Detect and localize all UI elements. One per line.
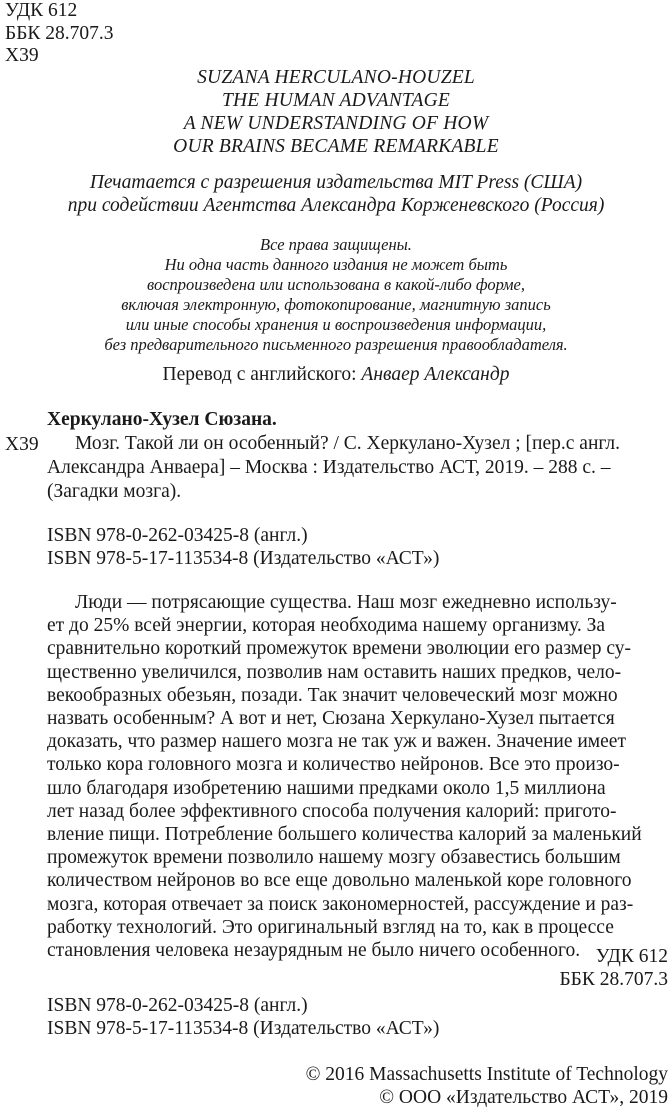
isbn-original: ISBN 978-0-262-03425-8 (англ.) <box>47 525 308 546</box>
rights-line: Все права защищены. <box>260 235 412 254</box>
abstract-line: промежуток времени позволило нашему мозгу обзавестись большим <box>47 847 621 869</box>
abstract-line: вление пищи. Потребление большего количества калорий за маленький <box>47 824 642 846</box>
abstract-line: становления человека незаурядным не было ничего особенного. <box>47 940 581 962</box>
original-subtitle-line-2: OUR BRAINS BECAME REMARKABLE <box>173 136 499 157</box>
bibliography-line: Александра Анваера] – Москва : Издательство АСТ, 2019. – 288 с. – <box>47 457 611 478</box>
abstract-line: щественно увеличился, позволив нам оставить наших предков, чело- <box>47 661 622 683</box>
permission-line-2: при содействии Агентства Александра Корженевского (Россия) <box>67 195 605 216</box>
abstract-line: только кора головного мозга и количество нейронов. Все это произо- <box>47 754 620 776</box>
abstract-line: доказать, что размер нашего мозга не так уж и важен. Значение имеет <box>47 731 626 753</box>
isbn-original: ISBN 978-0-262-03425-8 (англ.) <box>47 995 308 1016</box>
original-author: SUZANA HERCULANO-HOUZEL <box>197 67 475 88</box>
rights-line: без предварительного письменного разрешения правообладателя. <box>104 335 568 354</box>
abstract <box>47 591 667 962</box>
author-mark: Х39 <box>5 45 39 66</box>
abstract-line: назвать особенным? А вот и нет, Сюзана Херкулано-Хузел пытается <box>47 708 615 730</box>
rights-line: воспроизведена или использована в какой-либо форме, <box>147 275 525 294</box>
abstract-line: сравнительно короткий промежуток времени эволюции его размер су- <box>47 638 632 660</box>
isbn-ast: ISBN 978-5-17-113534-8 (Издательство «АСТ») <box>47 1018 440 1039</box>
bibliography-line: (Загадки мозга). <box>47 481 182 502</box>
original-title-block <box>0 66 672 158</box>
rights-line: Ни одна часть данного издания не может быть <box>164 255 508 274</box>
rights-notice <box>0 235 672 355</box>
copyright-line-1: © 2016 Massachusetts Institute of Technology <box>305 1064 668 1085</box>
translation-credit <box>0 363 672 386</box>
classification-codes-bottom <box>559 945 668 991</box>
abstract-line: Люди — потрясающие существа. Наш мозг ежедневно использу- <box>75 592 617 613</box>
bbk-code: ББК 28.707.3 <box>559 969 668 990</box>
translator-name: Анваер Александр <box>361 364 510 385</box>
permission-notice <box>0 171 672 217</box>
abstract-line: векообразных обезьян, позади. Так значит человеческий мозг можно <box>47 684 618 706</box>
rights-line: включая электронную, фотокопирование, магнитную запись <box>121 295 551 314</box>
abstract-line: шло благодаря изобретению нашими предками около 1,5 миллиона <box>47 777 606 799</box>
isbn-block-bottom <box>47 994 439 1040</box>
copyright-notice <box>306 1063 668 1109</box>
bibliography-author: Херкулано-Хузел Сюзана. <box>47 409 277 430</box>
abstract-line: количеством нейронов во все еще довольно маленькой коре головного <box>47 870 632 892</box>
translation-label: Перевод с английского: <box>162 364 362 385</box>
bbk-code: ББК 28.707.3 <box>5 22 114 44</box>
isbn-block-top <box>47 524 439 570</box>
classification-codes <box>5 0 114 68</box>
bibliography-line: Мозг. Такой ли он особенный? / С. Херкулано-Хузел ; [пер.с англ. <box>75 433 620 454</box>
original-title: THE HUMAN ADVANTAGE <box>221 90 451 111</box>
abstract-line: лет назад более эффективного способа получения калорий: пригото- <box>47 800 617 822</box>
abstract-line: мозга, которая отвечает за поиск закономерностей, рассуждение и раз- <box>47 893 634 915</box>
rights-line: или иные способы хранения и воспроизведения информации, <box>125 315 547 334</box>
abstract-line: ет до 25% всей энергии, которая необходима нашему организму. За <box>47 615 606 637</box>
original-subtitle-line-1: A NEW UNDERSTANDING OF HOW <box>183 113 489 134</box>
udk-code: УДК 612 <box>5 0 78 21</box>
permission-line-1: Печатается с разрешения издательства MIT Press (США) <box>89 172 583 193</box>
bibliography-mark: Х39 <box>5 434 39 455</box>
copyright-line-2: © ООО «Издательство АСТ», 2019 <box>379 1087 668 1108</box>
udk-code: УДК 612 <box>595 946 668 967</box>
isbn-ast: ISBN 978-5-17-113534-8 (Издательство «АСТ») <box>47 548 440 569</box>
bibliography-description <box>47 432 667 504</box>
abstract-line: работку технологий. Это оригинальный взгляд на то, как в процессе <box>47 916 614 938</box>
